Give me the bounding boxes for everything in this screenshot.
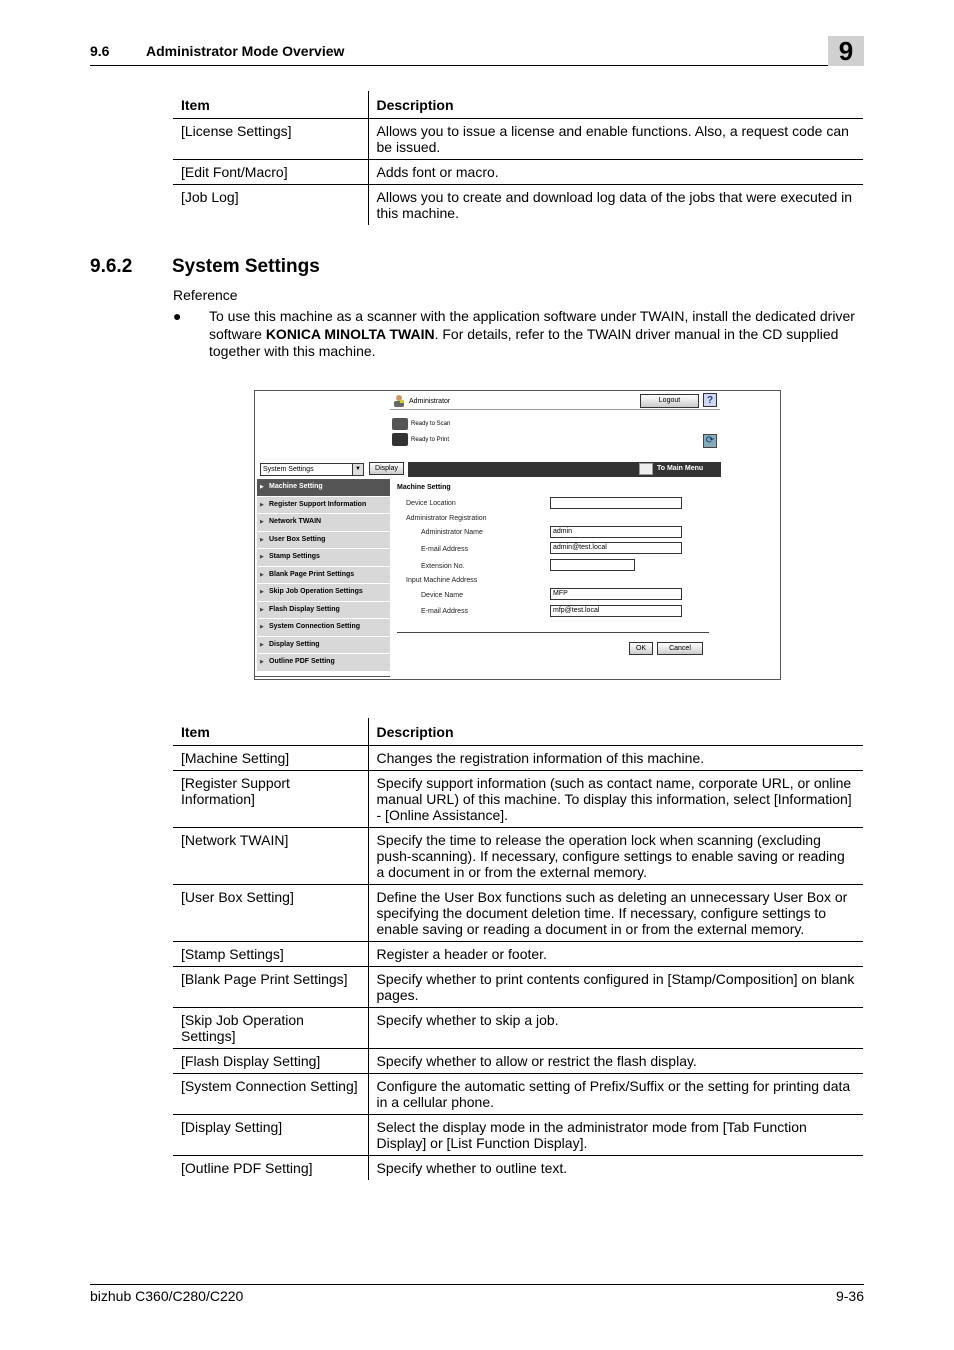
sidebar-item-system-connection[interactable]: ▶ System Connection Setting (257, 619, 390, 637)
device-name-input[interactable]: MFP (550, 588, 682, 600)
table-row (173, 119, 863, 160)
table-header-row (173, 718, 863, 746)
row-description: Specify support information (such as contact name, corporate URL, or online manual URL) of this machine. To display this information, select [Information] - [Online Assistance]. (368, 771, 863, 828)
table-row (173, 1156, 863, 1181)
sidebar-menu (257, 479, 390, 672)
sidebar-item-skip-job[interactable]: ▶ Skip Job Operation Settings (257, 584, 390, 602)
table-row (173, 828, 863, 885)
sidebar-item-display-setting[interactable]: ▶ Display Setting (257, 637, 390, 655)
row-description: Specify whether to skip a job. (368, 1008, 863, 1049)
administrator-label: Administrator (409, 398, 451, 405)
page-number: 9-36 (835, 1288, 864, 1304)
printer-icon (392, 433, 408, 446)
refresh-icon[interactable]: ⟳ (703, 434, 717, 448)
row-item: [System Connection Setting] (173, 1074, 368, 1115)
admin-email-label: E-mail Address (421, 546, 469, 553)
table-row (173, 1115, 863, 1156)
page-header (90, 36, 864, 66)
device-location-input[interactable] (550, 497, 682, 509)
row-item: [License Settings] (173, 119, 368, 160)
admin-name-label: Administrator Name (421, 529, 483, 536)
print-status: Ready to Print (411, 437, 450, 443)
row-description: Configure the automatic setting of Prefix/Suffix or the setting for printing data in a cellular phone. (368, 1074, 863, 1115)
row-item: [Skip Job Operation Settings] (173, 1008, 368, 1049)
col-header-description: Description (368, 91, 863, 119)
reference-bullet (173, 308, 864, 361)
divider (255, 676, 390, 677)
table-row (173, 942, 863, 967)
row-item: [Blank Page Print Settings] (173, 967, 368, 1008)
extension-label: Extension No. (421, 563, 465, 570)
table-row (173, 160, 863, 185)
row-item: [Display Setting] (173, 1115, 368, 1156)
row-description: Adds font or macro. (368, 160, 863, 185)
mode-select-value: System Settings (263, 466, 314, 473)
admin-email-input[interactable]: admin@test.local (550, 542, 682, 554)
section-title: Administrator Mode Overview (146, 43, 345, 59)
divider (397, 632, 709, 633)
chapter-badge: 9 (828, 36, 864, 66)
bullet-text (209, 308, 864, 361)
row-description: Specify whether to allow or restrict the flash display. (368, 1049, 863, 1074)
device-name-label: Device Name (421, 592, 464, 599)
admin-items-table (173, 91, 863, 225)
row-description: Allows you to issue a license and enable functions. Also, a request code can be issued. (368, 119, 863, 160)
sidebar-item-flash-display[interactable]: ▶ Flash Display Setting (257, 602, 390, 620)
row-description: Allows you to create and download log data of the jobs that were executed in this machine. (376, 189, 853, 221)
logout-button[interactable]: Logout (640, 394, 699, 408)
mode-select[interactable] (260, 463, 364, 476)
sidebar-item-blank-page[interactable]: ▶ Blank Page Print Settings (257, 567, 390, 585)
sidebar-item-outline-pdf[interactable]: ▶ Outline PDF Setting (257, 654, 390, 672)
subsection-number: 9.6.2 (90, 256, 133, 277)
divider (390, 409, 720, 410)
col-header-item: Item (173, 91, 368, 119)
subsection-title: System Settings (172, 256, 320, 277)
sidebar-item-stamp[interactable]: ▶ Stamp Settings (257, 549, 390, 567)
table-row (173, 885, 863, 942)
row-description: Register a header or footer. (368, 942, 863, 967)
row-description: Changes the registration information of this machine. (368, 746, 863, 771)
page-footer (90, 1284, 864, 1304)
admin-name-input[interactable]: admin (550, 526, 682, 538)
row-item: [Register Support Information] (173, 771, 368, 828)
scan-status: Ready to Scan (411, 421, 451, 427)
table-row (173, 1049, 863, 1074)
admin-registration-label: Administrator Registration (406, 515, 487, 522)
device-location-label: Device Location (406, 500, 456, 507)
form-title: Machine Setting (397, 484, 451, 491)
table-row (173, 185, 863, 226)
main-menu-icon[interactable] (639, 463, 653, 475)
row-description: Specify the time to release the operation lock when scanning (excluding push-scanning). If necessary, configure settings to enable saving or reading a document in or from the external memory. (368, 828, 863, 885)
input-machine-address-label: Input Machine Address (406, 577, 478, 584)
machine-email-input[interactable]: mfp@test.local (550, 605, 682, 617)
sidebar-item-register-support[interactable]: ▶ Register Support Information (257, 497, 390, 515)
row-item: [User Box Setting] (173, 885, 368, 942)
row-description: Define the User Box functions such as deleting an unnecessary User Box or specifying the document deletion time. If necessary, configure settings to enable saving or reading a document in or from the external memory. (368, 885, 863, 942)
cancel-button[interactable]: Cancel (657, 642, 703, 655)
table-row (173, 771, 863, 828)
bullet-text-bold: KONICA MINOLTA TWAIN (265, 325, 435, 342)
row-item: [Edit Font/Macro] (173, 160, 368, 185)
ok-button[interactable]: OK (629, 642, 653, 655)
admin-screenshot (254, 390, 781, 680)
extension-input[interactable] (550, 559, 635, 571)
bullet-text-pre: To use this machine as a scanner with the application software under TWAIN, install the dedicated driver software (209, 308, 855, 342)
subsection-heading (90, 256, 320, 278)
row-item: [Machine Setting] (173, 746, 368, 771)
product-name: bizhub C360/C280/C220 (90, 1288, 244, 1304)
col-header-item: Item (173, 718, 368, 746)
row-item: [Network TWAIN] (173, 828, 368, 885)
machine-email-label: E-mail Address (421, 608, 469, 615)
table-header-row (173, 91, 863, 119)
help-icon[interactable]: ? (703, 393, 717, 407)
main-menu-link[interactable]: To Main Menu (657, 465, 704, 472)
chevron-down-icon: ▼ (352, 464, 363, 475)
sidebar-item-user-box[interactable]: ▶ User Box Setting (257, 532, 390, 550)
table-row (173, 1008, 863, 1049)
col-header-description: Description (368, 718, 863, 746)
row-description: Specify whether to print contents configured in [Stamp/Composition] on blank pages. (368, 967, 863, 1008)
table-row (173, 1074, 863, 1115)
row-item: [Job Log] (173, 185, 368, 226)
row-item: [Outline PDF Setting] (173, 1156, 368, 1181)
row-item: [Flash Display Setting] (173, 1049, 368, 1074)
scanner-icon (392, 418, 408, 430)
sidebar-item-network-twain[interactable]: ▶ Network TWAIN (257, 514, 390, 532)
row-description: Specify whether to outline text. (376, 1160, 568, 1176)
section-number: 9.6 (90, 43, 110, 59)
reference-label: Reference (173, 287, 238, 303)
bullet-text-post: . For details, refer to the TWAIN driver manual in the CD supplied together with this machine. (209, 325, 839, 359)
sidebar-item-machine-setting[interactable]: ▶ Machine Setting (257, 479, 390, 497)
bullet-dot: ● (173, 308, 182, 324)
table-row (173, 967, 863, 1008)
administrator-icon (392, 394, 406, 407)
table-row (173, 746, 863, 771)
display-button[interactable]: Display (369, 462, 404, 475)
row-item: [Stamp Settings] (173, 942, 368, 967)
system-settings-table (173, 718, 863, 1180)
row-description: Select the display mode in the administrator mode from [Tab Function Display] or [List Function Display]. (368, 1115, 863, 1156)
